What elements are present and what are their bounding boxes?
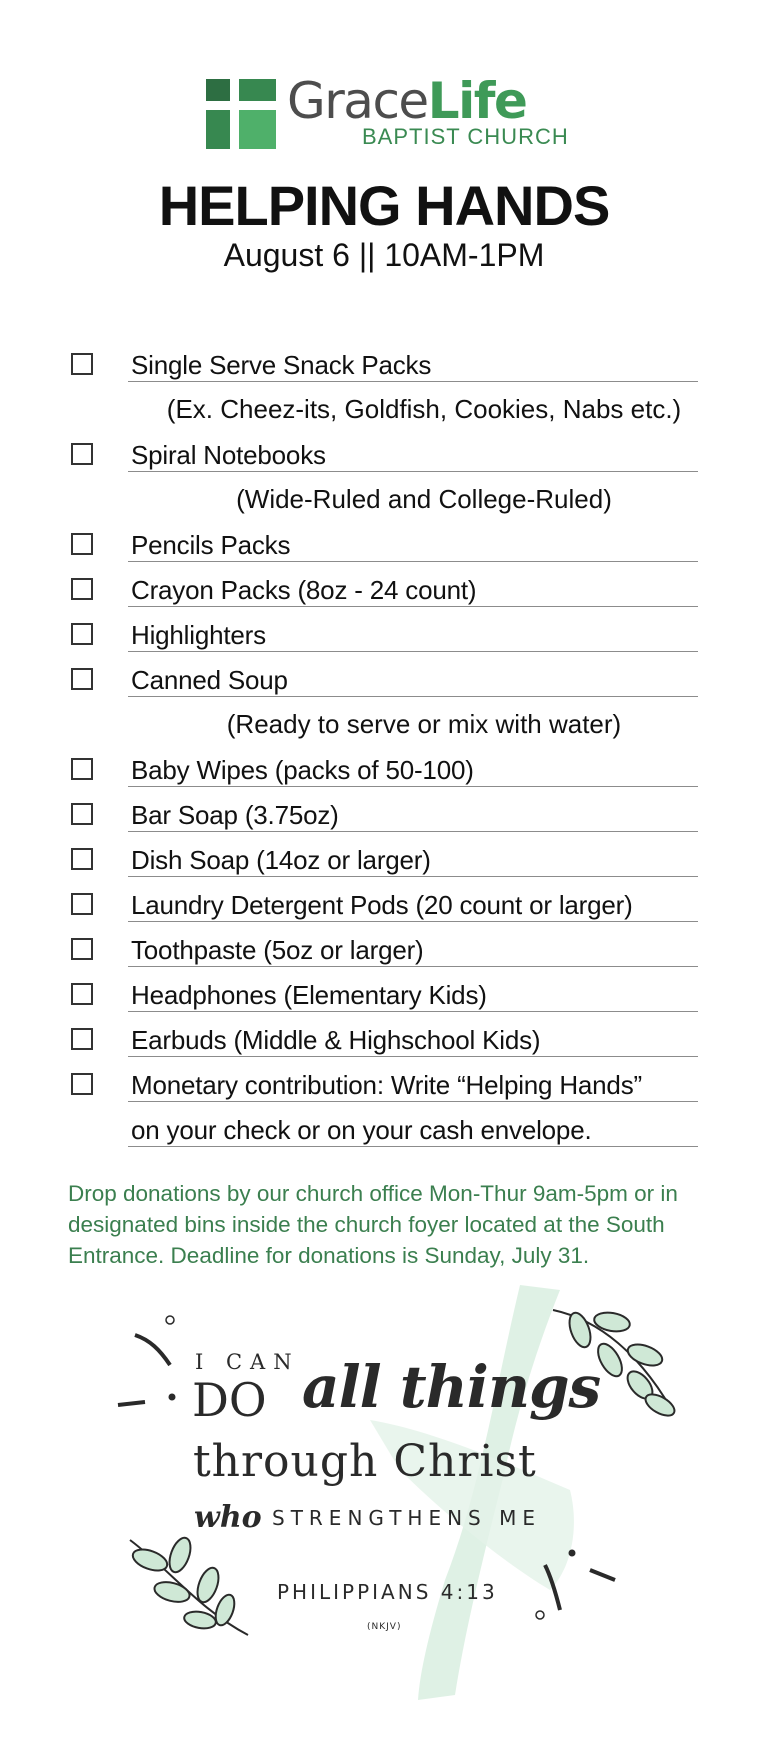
checklist-item-label: Dish Soap (14oz or larger) bbox=[131, 845, 431, 875]
checklist-item-label: Earbuds (Middle & Highschool Kids) bbox=[131, 1025, 541, 1055]
checklist-item-label: Laundry Detergent Pods (20 count or larger) bbox=[131, 890, 633, 920]
checklist-item-label: Crayon Packs (8oz - 24 count) bbox=[131, 575, 477, 605]
checklist-item-label: Baby Wipes (packs of 50-100) bbox=[131, 755, 474, 785]
dropoff-instructions: Drop donations by our church office Mon-Thur 9am-5pm or in designated bins inside the church foyer located at the South Entrance. Deadline for donations is Sunday, July 31. bbox=[68, 1181, 678, 1268]
verse-line-1: I CAN bbox=[195, 1350, 300, 1374]
write-line bbox=[128, 696, 698, 697]
write-line bbox=[128, 606, 698, 607]
checklist-item-label: Monetary contribution: Write “Helping Hands” bbox=[131, 1070, 642, 1100]
checkbox[interactable] bbox=[71, 848, 93, 870]
checkbox[interactable] bbox=[71, 1073, 93, 1095]
verse-version: (NKJV) bbox=[367, 1622, 402, 1632]
write-line bbox=[128, 1056, 698, 1057]
checkbox[interactable] bbox=[71, 1028, 93, 1050]
write-line bbox=[128, 471, 698, 472]
verse-word-do: DO bbox=[192, 1373, 267, 1427]
verse-word-who: who bbox=[194, 1500, 262, 1535]
write-line bbox=[128, 561, 698, 562]
checkbox[interactable] bbox=[71, 353, 93, 375]
write-line bbox=[128, 1146, 698, 1147]
write-line bbox=[128, 786, 698, 787]
logo-wordmark bbox=[287, 72, 527, 130]
checkbox[interactable] bbox=[71, 803, 93, 825]
checkbox[interactable] bbox=[71, 758, 93, 780]
checklist-item-label: Pencils Packs bbox=[131, 530, 291, 560]
checklist-item-note: (Ready to serve or mix with water) bbox=[226, 709, 622, 739]
write-line bbox=[128, 921, 698, 922]
checklist-item-note: (Wide-Ruled and College-Ruled) bbox=[236, 484, 612, 514]
checklist-item-note: (Ex. Cheez-its, Goldfish, Cookies, Nabs etc.) bbox=[166, 394, 682, 424]
cross-logo-icon bbox=[206, 79, 276, 149]
verse-all-things: all things bbox=[302, 1353, 601, 1421]
verse-line-3: through Christ bbox=[193, 1436, 537, 1487]
checklist-item-label: Single Serve Snack Packs bbox=[131, 350, 432, 380]
write-line bbox=[128, 831, 698, 832]
checklist-item-label: Canned Soup bbox=[131, 665, 288, 695]
checkbox[interactable] bbox=[71, 623, 93, 645]
checkbox[interactable] bbox=[71, 578, 93, 600]
verse-strengthens-me: STRENGTHENS ME bbox=[272, 1506, 541, 1530]
leaf-branch-icon bbox=[130, 1535, 248, 1635]
write-line bbox=[128, 1101, 698, 1102]
checklist-item-label: Highlighters bbox=[131, 620, 266, 650]
checklist-item-label: Spiral Notebooks bbox=[131, 440, 326, 470]
checklist-item-continuation: on your check or on your cash envelope. bbox=[131, 1115, 592, 1145]
checkbox[interactable] bbox=[71, 533, 93, 555]
checklist-item-label: Toothpaste (5oz or larger) bbox=[131, 935, 424, 965]
checklist-item-label: Bar Soap (3.75oz) bbox=[131, 800, 339, 830]
write-line bbox=[128, 966, 698, 967]
checkbox[interactable] bbox=[71, 668, 93, 690]
write-line bbox=[128, 381, 698, 382]
event-date: August 6 || 10AM-1PM bbox=[223, 237, 545, 273]
checkbox[interactable] bbox=[71, 443, 93, 465]
verse-reference: PHILIPPIANS 4:13 bbox=[277, 1580, 498, 1604]
checklist-item-label: Headphones (Elementary Kids) bbox=[131, 980, 487, 1010]
logo-word-life: Life bbox=[427, 72, 527, 130]
write-line bbox=[128, 651, 698, 652]
page-title: HELPING HANDS bbox=[158, 174, 610, 237]
write-line bbox=[128, 1011, 698, 1012]
checkbox[interactable] bbox=[71, 938, 93, 960]
write-line bbox=[128, 876, 698, 877]
checkbox[interactable] bbox=[71, 983, 93, 1005]
logo-word-grace: Grace bbox=[287, 72, 428, 130]
checkbox[interactable] bbox=[71, 893, 93, 915]
logo-subtitle: BAPTIST CHURCH bbox=[362, 124, 569, 149]
